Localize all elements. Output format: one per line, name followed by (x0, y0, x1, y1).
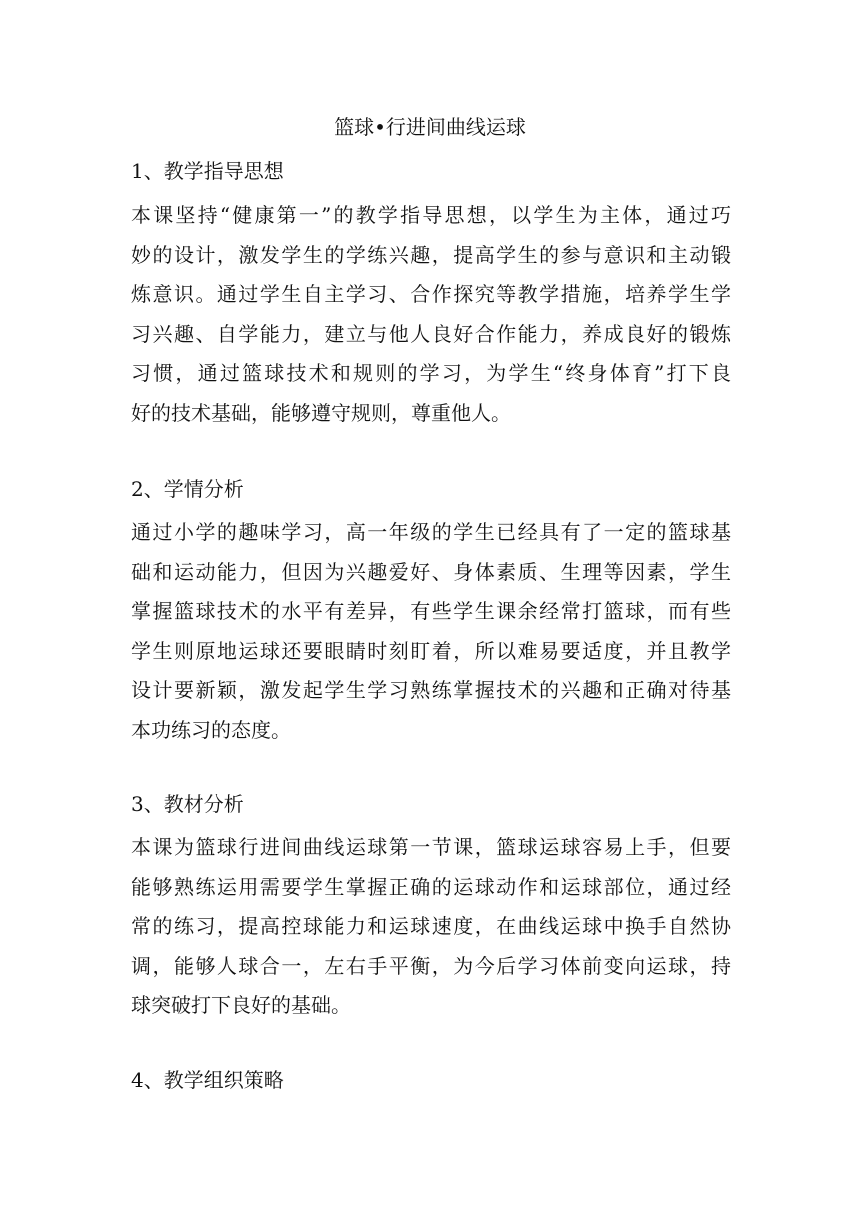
paragraph-line: 础和运动能力，但因为兴趣爱好、身体素质、生理等因素，学生 (131, 559, 731, 584)
section-3-paragraph (131, 828, 731, 1026)
paragraph-line: 习惯，通过篮球技术和规则的学习，为学生“终身体育”打下良 (131, 361, 731, 385)
section-4-heading: 4、教学组织策略 (131, 1068, 284, 1092)
paragraph-line: 炼意识。通过学生自主学习、合作探究等教学措施，培养学生学 (131, 282, 731, 306)
paragraph-line: 好的技术基础，能够遵守规则，尊重他人。 (131, 400, 511, 425)
paragraph-line: 调，能够人球合一，左右手平衡，为今后学习体前变向运球，持 (131, 953, 731, 978)
section-2-paragraph (131, 513, 731, 750)
paragraph-line: 妙的设计，激发学生的学练兴趣，提高学生的参与意识和主动锻 (131, 242, 731, 267)
paragraph-line: 能够熟练运用需要学生掌握正确的运球动作和运球部位，通过经 (131, 874, 731, 899)
section-2-heading: 2、学情分析 (131, 477, 244, 501)
paragraph-line: 学生则原地运球还要眼睛时刻盯着，所以难易要适度，并且教学 (131, 638, 731, 663)
paragraph-line: 习兴趣、自学能力，建立与他人良好合作能力，养成良好的锻炼 (131, 321, 731, 346)
paragraph-line: 常的练习，提高控球能力和运球速度，在曲线运球中换手自然协 (131, 914, 731, 938)
paragraph-line: 掌握篮球技术的水平有差异，有些学生课余经常打篮球，而有些 (131, 599, 731, 623)
paragraph-line: 本功练习的态度。 (131, 717, 291, 742)
paragraph-line: 设计要新颖，激发起学生学习熟练掌握技术的兴趣和正确对待基 (131, 678, 731, 702)
paragraph-line: 本课坚持“健康第一”的教学指导思想，以学生为主体，通过巧 (131, 203, 731, 227)
section-1-paragraph (131, 196, 731, 433)
document-title: 篮球•行进间曲线运球 (334, 115, 526, 139)
paragraph-line: 通过小学的趣味学习，高一年级的学生已经具有了一定的篮球基 (131, 520, 731, 544)
paragraph-line: 球突破打下良好的基础。 (131, 993, 351, 1017)
section-1-heading: 1、教学指导思想 (131, 159, 284, 183)
section-3-heading: 3、教材分析 (131, 792, 244, 816)
paragraph-line: 本课为篮球行进间曲线运球第一节课，篮球运球容易上手，但要 (131, 835, 731, 859)
